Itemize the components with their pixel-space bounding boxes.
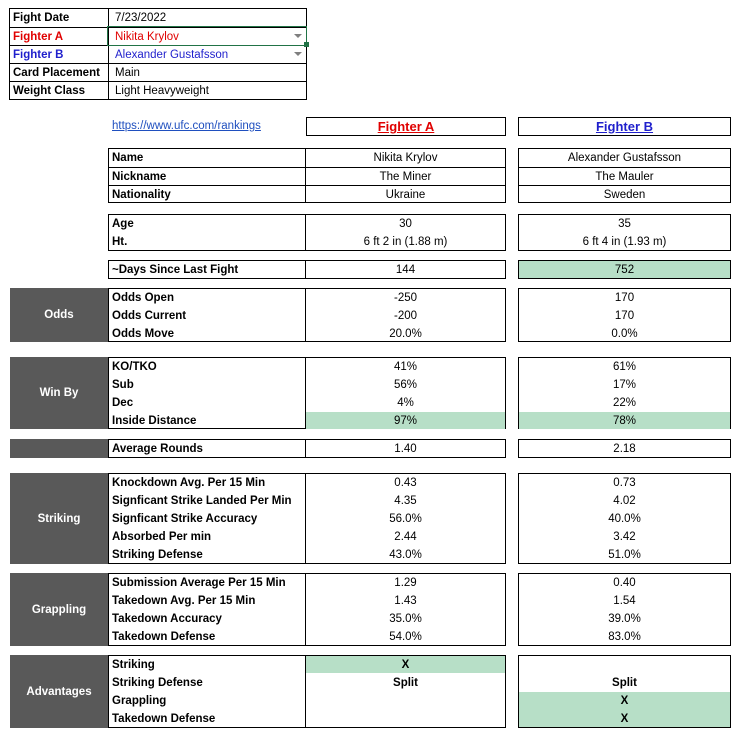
fighter-b-value: 83.0% [608, 630, 641, 643]
row-label: Average Rounds [112, 442, 203, 455]
fighter-b-value: 2.18 [613, 442, 636, 455]
row-label: Takedown Accuracy [112, 613, 222, 625]
fighter-a-nickname: The Miner [379, 170, 432, 183]
row-label: Striking Defense [112, 548, 203, 561]
row-label: ~Days Since Last Fight [112, 263, 239, 276]
fighter-a-value: 1.43 [394, 595, 417, 607]
fight-date-label: Fight Date [13, 12, 70, 24]
physical-b-table [518, 214, 731, 251]
fighter-a-select[interactable]: Nikita Krylov [115, 30, 179, 43]
advantages-category: Advantages [10, 655, 108, 728]
odds-a-table [306, 288, 506, 342]
fighter-a-height: 6 ft 2 in (1.88 m) [363, 236, 448, 248]
fighter-b-value: 1.54 [613, 595, 636, 607]
odds-b-table [518, 288, 731, 342]
fighter-b-value: 61% [612, 361, 637, 373]
fight-info-table [9, 8, 307, 100]
row-label: Inside Distance [112, 414, 197, 427]
fighter-a-value: 1.29 [394, 577, 417, 589]
weight-class-value[interactable]: Light Heavyweight [115, 84, 209, 97]
fighter-b-nickname: The Mauler [595, 170, 654, 183]
grappling-b-table [518, 573, 731, 646]
row-label: Odds Current [112, 310, 187, 322]
fighter-a-label: Fighter A [13, 30, 64, 43]
fighter-b-value: 17% [612, 379, 637, 391]
row-label: Grappling [112, 695, 167, 707]
fighter-b-value: 0.40 [613, 577, 636, 589]
fighter-a-header: Fighter A [306, 117, 506, 136]
physical-a-table [306, 214, 506, 251]
grappling-category: Grappling [10, 573, 108, 646]
fighter-a-value: 2.44 [394, 531, 417, 543]
fighter-a-value: 20.0% [389, 327, 422, 340]
win-by-category: Win By [10, 357, 108, 429]
fighter-a-value: -250 [393, 292, 418, 304]
fighter-a-value: 56% [393, 379, 418, 391]
fighter-b-value: 0.0% [611, 327, 638, 340]
rounds-a-cell [306, 439, 506, 458]
fighter-a-value: 1.40 [394, 442, 417, 455]
fighter-a-value: 41% [393, 361, 418, 373]
row-label: Age [112, 218, 134, 230]
striking-b-table [518, 473, 731, 564]
advantages-label-table [108, 655, 306, 728]
row-label: Takedown Avg. Per 15 Min [112, 595, 256, 607]
fighter-a-name: Nikita Krylov [373, 152, 438, 164]
selected-cell [107, 26, 307, 46]
grappling-a-table [306, 573, 506, 646]
profile-b-table [518, 148, 731, 203]
fighter-a-value: 35.0% [389, 613, 422, 625]
row-label: Nationality [112, 188, 171, 201]
fighter-b-header: Fighter B [518, 117, 731, 136]
fighter-a-age: 30 [399, 218, 412, 230]
row-label: Knockdown Avg. Per 15 Min [112, 477, 266, 489]
days-label-cell [108, 260, 306, 279]
win-by-label-table [108, 357, 306, 429]
row-label: Nickname [112, 170, 167, 183]
fighter-b-age: 35 [618, 218, 631, 230]
fighter-a-days: 144 [395, 263, 416, 276]
card-placement-label: Card Placement [13, 66, 100, 79]
selection-handle[interactable] [304, 42, 309, 47]
win-by-a-table [306, 357, 506, 429]
fighter-b-value: X [620, 695, 629, 707]
days-a-cell [306, 260, 506, 279]
fighter-b-value: Split [612, 677, 637, 689]
days-b-cell [518, 260, 731, 279]
fighter-b-value: 39.0% [608, 613, 641, 625]
striking-label-table [108, 473, 306, 564]
row-label: Sub [112, 379, 134, 391]
advantages-a-table [306, 655, 506, 728]
row-label: Odds Move [112, 327, 174, 340]
row-label: Striking Defense [112, 677, 203, 689]
card-placement-value[interactable]: Main [115, 66, 140, 79]
fighter-a-value: 43.0% [389, 548, 422, 561]
win-by-b-table [518, 357, 731, 429]
row-label: Submission Average Per 15 Min [112, 577, 286, 589]
row-label: Absorbed Per min [112, 531, 212, 543]
weight-class-label: Weight Class [13, 84, 85, 97]
fighter-b-value: 4.02 [613, 495, 636, 507]
fighter-a-value: Split [393, 677, 418, 689]
fighter-a-nationality: Ukraine [385, 188, 426, 201]
profile-label-table [108, 148, 306, 203]
fighter-b-value: 170 [614, 310, 635, 322]
fighter-b-nationality: Sweden [603, 188, 646, 201]
fighter-b-select[interactable]: Alexander Gustafsson [115, 48, 229, 61]
fighter-a-value: 54.0% [389, 630, 422, 643]
fighter-b-value: 170 [614, 292, 635, 304]
fighter-b-label: Fighter B [13, 48, 64, 61]
fighter-a-value: 0.43 [394, 477, 417, 489]
fighter-b-value: 51.0% [608, 548, 641, 561]
fighter-a-value: 56.0% [389, 513, 422, 525]
row-label: Dec [112, 397, 134, 409]
fighter-a-value: 4% [397, 397, 414, 409]
fighter-b-value: 22% [612, 397, 637, 409]
physical-label-table [108, 214, 306, 251]
rankings-link[interactable]: https://www.ufc.com/rankings [112, 120, 261, 132]
fighter-b-value: X [620, 712, 629, 725]
rounds-label-cell [108, 439, 306, 458]
fighter-b-value: 3.42 [613, 531, 636, 543]
grappling-label-table [108, 573, 306, 646]
fighter-b-height: 6 ft 4 in (1.93 m) [582, 236, 667, 248]
chevron-down-icon[interactable] [294, 52, 302, 56]
row-label: Signficant Strike Landed Per Min [112, 495, 292, 507]
fighter-a-value: X [401, 658, 410, 671]
odds-label-table [108, 288, 306, 342]
fighter-b-name: Alexander Gustafsson [567, 152, 682, 164]
row-label: Signficant Strike Accuracy [112, 513, 258, 525]
fighter-a-value: 4.35 [394, 495, 417, 507]
fighter-b-value: 0.73 [613, 477, 636, 489]
fighter-b-days: 752 [614, 263, 635, 276]
fighter-b-value: 40.0% [608, 513, 641, 525]
row-label: Name [112, 152, 144, 164]
profile-a-table [306, 148, 506, 203]
odds-category: Odds [10, 288, 108, 342]
fighter-b-value: 78% [612, 414, 637, 427]
row-label: Ht. [112, 236, 128, 248]
row-label: Odds Open [112, 292, 174, 304]
rounds-category-spacer [10, 439, 108, 458]
fight-date-value[interactable]: 7/23/2022 [115, 12, 167, 24]
row-label: Takedown Defense [112, 630, 216, 643]
striking-category: Striking [10, 473, 108, 564]
row-label: Striking [112, 659, 155, 671]
fighter-a-value: 97% [393, 414, 418, 427]
row-label: KO/TKO [112, 361, 157, 373]
row-label: Takedown Defense [112, 712, 216, 725]
rounds-b-cell [518, 439, 731, 458]
striking-a-table [306, 473, 506, 564]
advantages-b-table [518, 655, 731, 728]
fighter-a-value: -200 [393, 310, 418, 322]
